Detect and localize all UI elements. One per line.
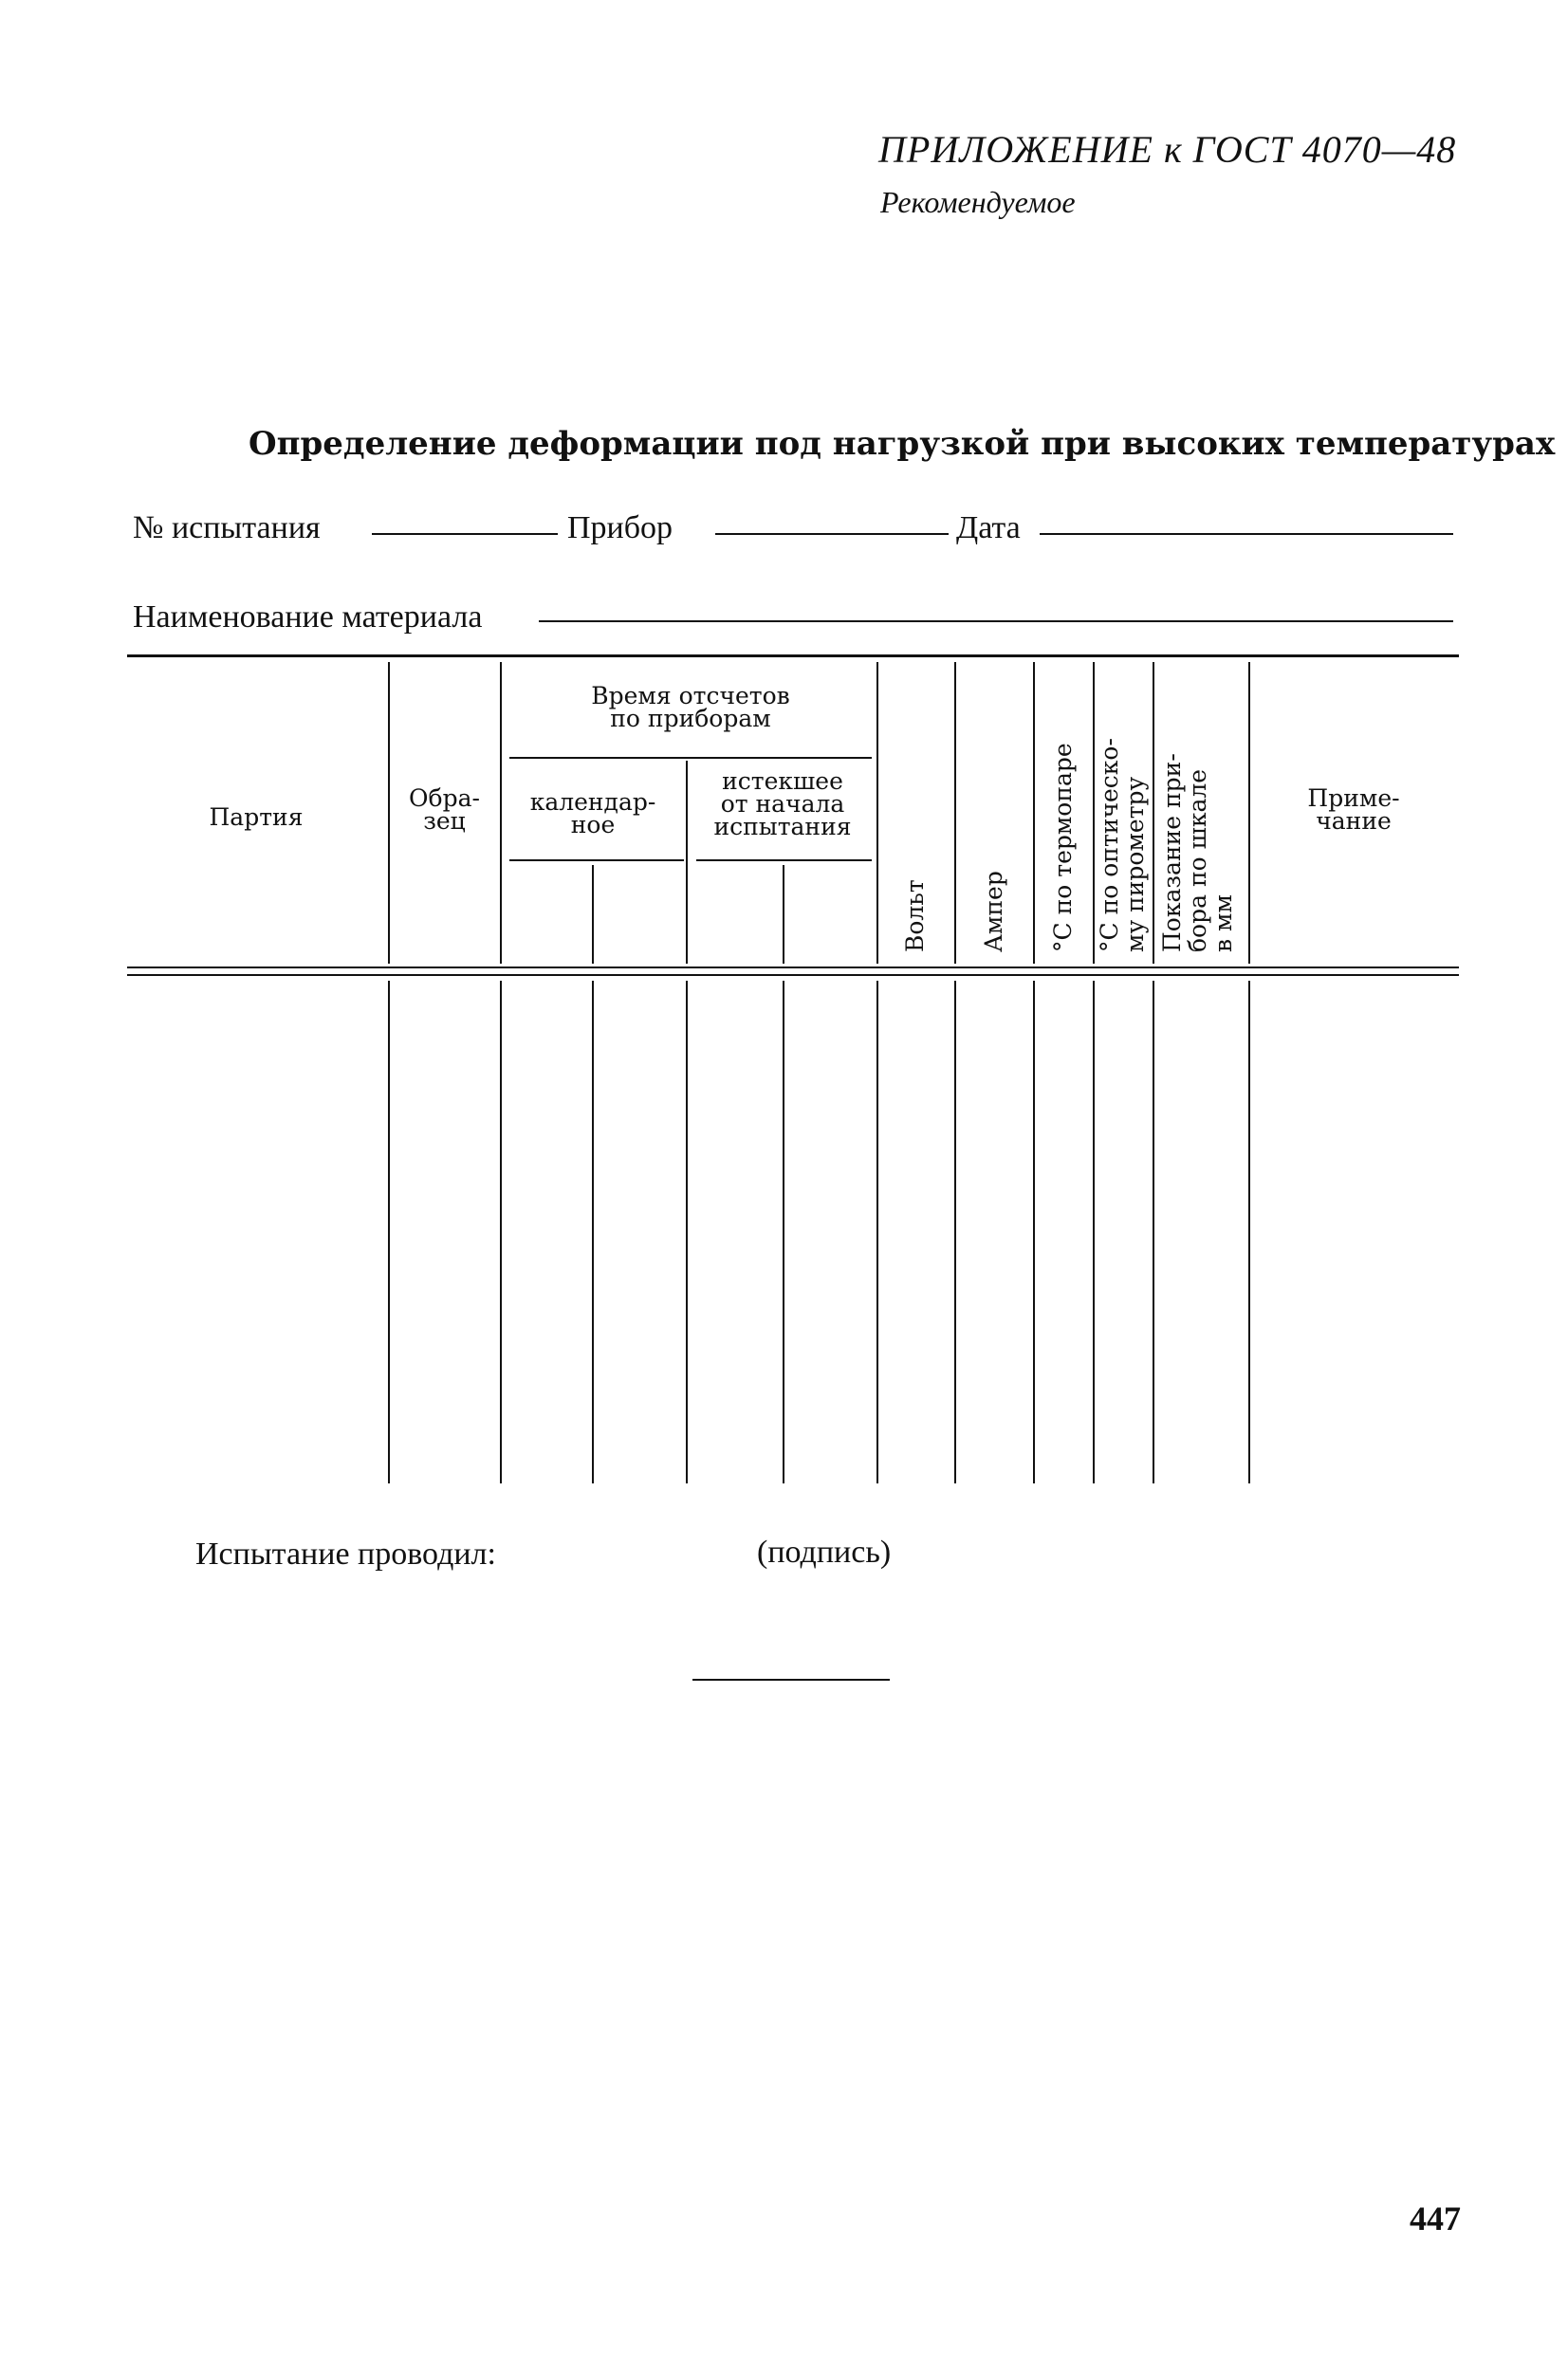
col-divider — [876, 662, 878, 964]
header-thermocouple: °С по термопаре — [1049, 743, 1077, 952]
col-divider — [500, 662, 502, 964]
page-number: 447 — [1410, 2200, 1461, 2237]
col-divider — [876, 981, 878, 1483]
material-name-label: Наименование материала — [133, 599, 483, 635]
recommended-label: Рекомендуемое — [880, 185, 1076, 219]
col-divider — [1093, 981, 1095, 1483]
header-time-group: Время отсчетов по приборам — [591, 682, 790, 732]
table-top-rule — [127, 654, 1459, 657]
col-divider — [686, 981, 688, 1483]
col-divider — [1033, 662, 1035, 964]
header-rule-1 — [127, 967, 1459, 968]
device-blank — [715, 533, 949, 535]
device-label: Прибор — [567, 510, 673, 545]
header-sample: Обра- зец — [409, 784, 480, 835]
header-volt: Вольт — [901, 879, 929, 952]
col-divider — [783, 865, 784, 964]
col-divider — [388, 981, 390, 1483]
header-elapsed: истекшее от начала испытания — [713, 767, 852, 840]
header-optical: °С по оптическо- му пирометру — [1096, 738, 1149, 952]
time-group-rule — [509, 757, 872, 759]
col-divider — [1153, 981, 1154, 1483]
col-divider — [1248, 662, 1250, 964]
date-label: Дата — [956, 510, 1021, 545]
conducted-by-label: Испытание проводил: — [195, 1537, 496, 1572]
date-blank — [1040, 533, 1453, 535]
col-divider — [500, 981, 502, 1483]
col-divider — [954, 981, 956, 1483]
col-divider — [1093, 662, 1095, 964]
calendar-rule — [509, 859, 684, 861]
header-calendar: календар- ное — [529, 788, 656, 838]
header-gauge: Показание при- бора по шкале в мм — [1158, 753, 1237, 952]
col-divider — [783, 981, 784, 1483]
material-name-blank — [539, 620, 1453, 622]
header-rule-2 — [127, 974, 1459, 976]
header-note: Приме- чание — [1307, 784, 1400, 835]
closing-rule — [692, 1679, 890, 1681]
col-divider — [388, 662, 390, 964]
col-divider — [1033, 981, 1035, 1483]
col-divider — [686, 761, 688, 964]
appendix-heading: ПРИЛОЖЕНИЕ к ГОСТ 4070—48 — [878, 128, 1457, 171]
header-amper: Ампер — [980, 871, 1007, 952]
col-divider — [592, 865, 594, 964]
test-number-label: № испытания — [133, 510, 321, 545]
col-divider — [1153, 662, 1154, 964]
col-divider — [592, 981, 594, 1483]
header-party: Партия — [209, 803, 304, 831]
col-divider — [954, 662, 956, 964]
col-divider — [1248, 981, 1250, 1483]
elapsed-rule — [696, 859, 872, 861]
signature-label: (подпись) — [757, 1535, 892, 1570]
test-number-blank — [372, 533, 558, 535]
document-title: Определение деформации под нагрузкой при высоких температурах — [249, 425, 1556, 463]
